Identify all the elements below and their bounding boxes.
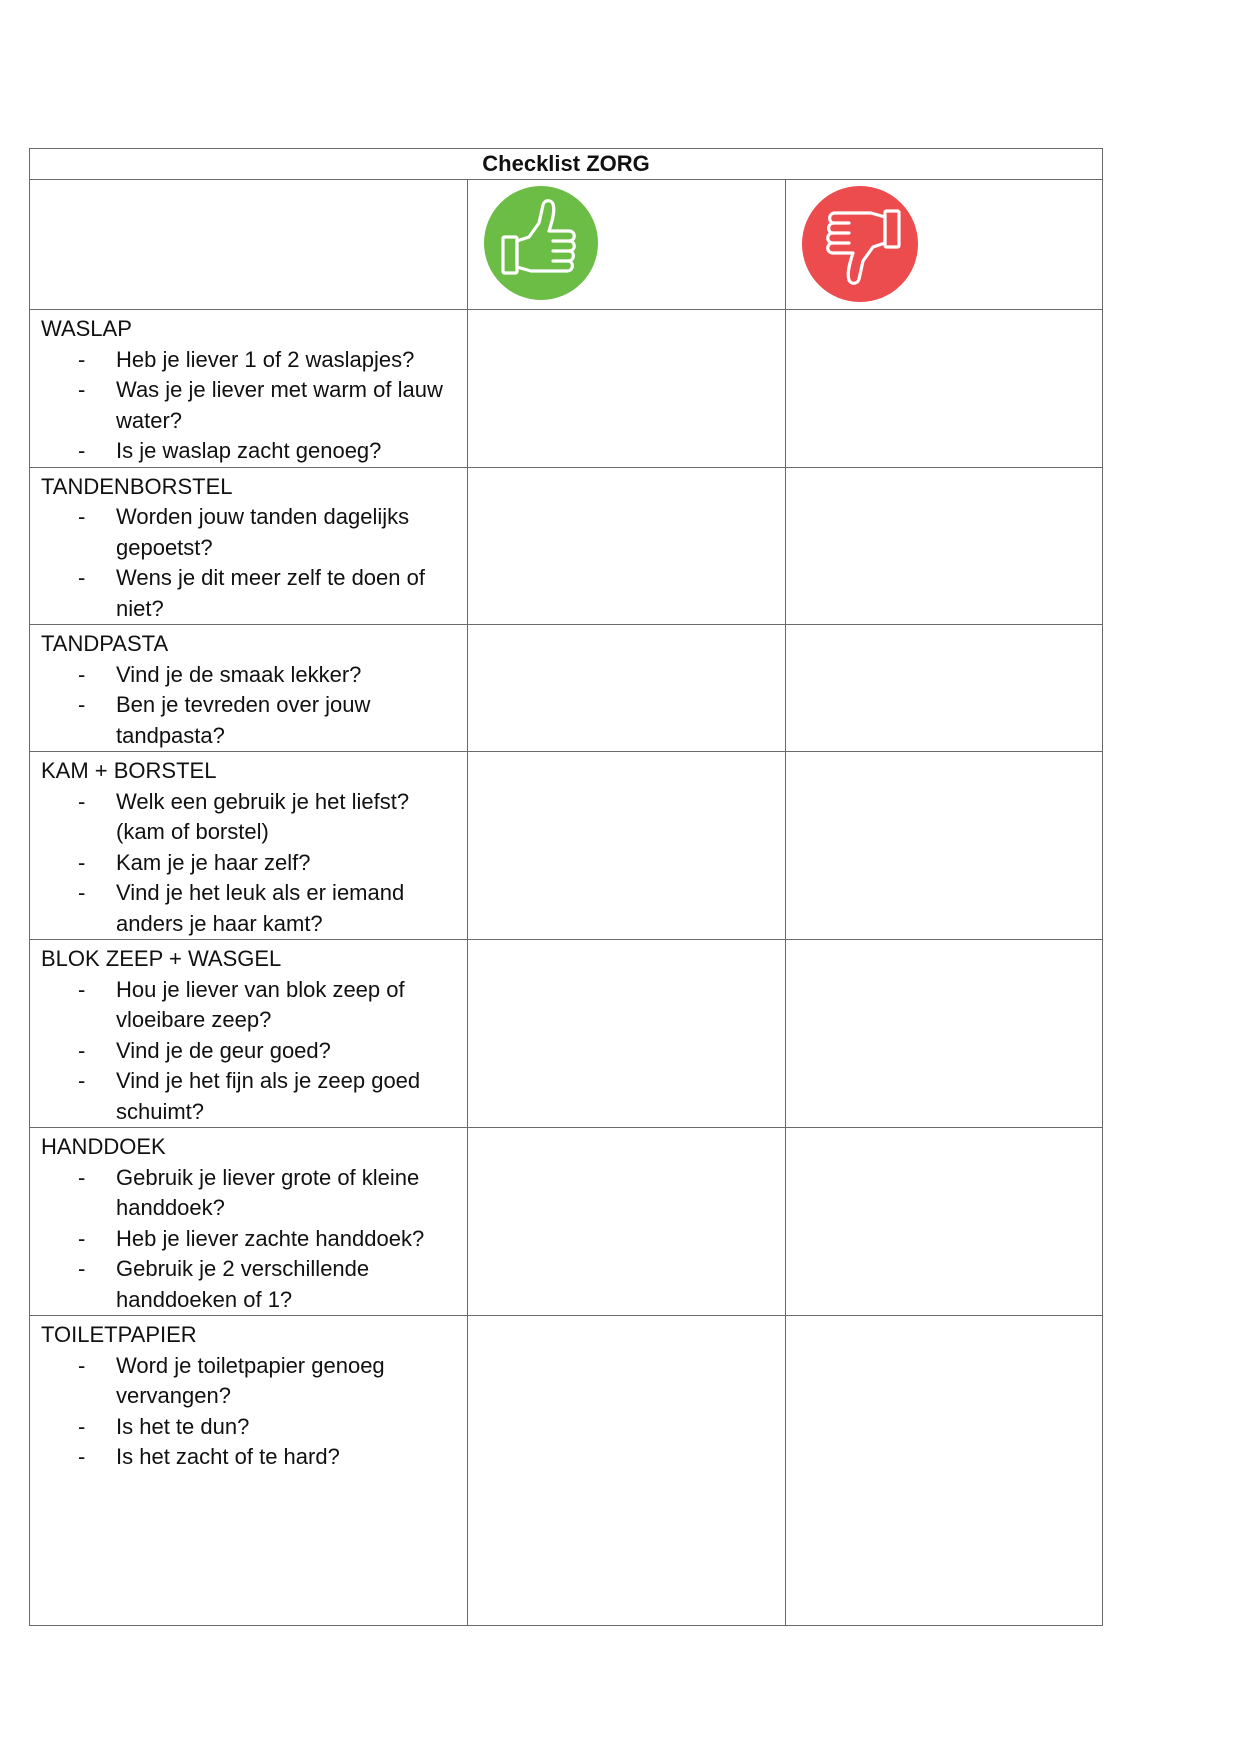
dash-bullet: - (78, 1256, 86, 1281)
category-name: TANDPASTA (41, 631, 169, 656)
question-list (41, 787, 459, 940)
category-name: TANDENBORSTEL (41, 473, 233, 499)
question-text: Vind je de geur goed? (116, 1037, 331, 1063)
negative-answer-cell[interactable] (786, 940, 1103, 1128)
question-list (41, 345, 459, 467)
category-row (30, 625, 1103, 752)
category-cell (30, 310, 468, 468)
question-text: Heb je liever 1 of 2 waslapjes? (116, 346, 415, 372)
thumbs-up-circle (484, 186, 598, 300)
category-name: WASLAP (41, 316, 132, 341)
question-item (41, 787, 459, 848)
question-item (41, 848, 459, 879)
thumbs-down-icon (801, 185, 919, 303)
question-item (41, 1412, 459, 1443)
question-item (41, 345, 459, 376)
negative-answer-cell[interactable] (786, 625, 1103, 752)
icon-header-row (30, 180, 1103, 310)
dash-bullet: - (78, 692, 86, 717)
question-item (41, 375, 459, 436)
dash-bullet: - (78, 976, 86, 1002)
empty-header-cell (30, 180, 468, 310)
category-row (30, 310, 1103, 468)
question-item (41, 563, 459, 624)
category-row (30, 467, 1103, 625)
category-cell (30, 625, 468, 752)
question-text: Vind je het fijn als je zeep goed schuimt? (116, 1068, 421, 1124)
question-item (41, 975, 459, 1036)
question-item (41, 878, 459, 939)
question-item (41, 436, 459, 467)
question-text: Was je je liever met warm of lauw water? (116, 377, 443, 433)
question-text: Vind je de smaak lekker? (116, 661, 362, 687)
category-cell (30, 1128, 468, 1316)
category-cell (30, 1316, 468, 1626)
positive-answer-cell[interactable] (468, 752, 786, 940)
negative-answer-cell[interactable] (786, 752, 1103, 940)
category-cell (30, 752, 468, 940)
question-item (41, 1351, 459, 1412)
dash-bullet: - (78, 849, 86, 875)
question-list (41, 1351, 459, 1473)
positive-answer-cell[interactable] (468, 310, 786, 468)
category-name: TOILETPAPIER (41, 1322, 197, 1347)
title-row (30, 149, 1103, 180)
question-text: Is het te dun? (116, 1413, 250, 1439)
question-text: Vind je het leuk als er iemand anders je haar kamt? (116, 880, 405, 936)
positive-answer-cell[interactable] (468, 625, 786, 752)
question-item (41, 1036, 459, 1067)
question-item (41, 1224, 459, 1255)
dash-bullet: - (78, 1164, 86, 1190)
question-text: Hou je liever van blok zeep of vloeibare zeep? (116, 976, 405, 1032)
dash-bullet: - (78, 377, 86, 402)
question-text: Worden jouw tanden dagelijks gepoetst? (116, 504, 410, 560)
question-text: Welk een gebruik je het liefst? (kam of borstel) (116, 788, 410, 844)
negative-answer-cell[interactable] (786, 1316, 1103, 1626)
question-text: Word je toiletpapier genoeg vervangen? (116, 1352, 385, 1408)
dash-bullet: - (78, 504, 86, 529)
question-item (41, 1254, 459, 1315)
question-item (41, 1442, 459, 1473)
question-list (41, 1163, 459, 1316)
question-item (41, 690, 459, 751)
question-text: Wens je dit meer zelf te doen of niet? (116, 565, 425, 621)
positive-answer-cell[interactable] (468, 1128, 786, 1316)
category-row (30, 752, 1103, 940)
question-list (41, 975, 459, 1128)
question-text: Gebruik je liever grote of kleine handdoek? (116, 1164, 420, 1220)
question-text: Kam je je haar zelf? (116, 849, 311, 875)
dash-bullet: - (78, 346, 86, 372)
dash-bullet: - (78, 1225, 86, 1251)
positive-answer-cell[interactable] (468, 467, 786, 625)
category-name: KAM + BORSTEL (41, 758, 217, 783)
positive-header-cell (468, 180, 786, 310)
negative-header-cell (786, 180, 1103, 310)
question-text: Is je waslap zacht genoeg? (116, 438, 382, 463)
category-row (30, 940, 1103, 1128)
question-item (41, 502, 459, 563)
category-name: BLOK ZEEP + WASGEL (41, 946, 282, 971)
dash-bullet: - (78, 1037, 86, 1063)
question-item (41, 660, 459, 691)
thumbs-up-icon (483, 185, 599, 301)
positive-answer-cell[interactable] (468, 1316, 786, 1626)
category-row (30, 1128, 1103, 1316)
category-cell (30, 940, 468, 1128)
checklist-table (29, 148, 1103, 1626)
category-name: HANDDOEK (41, 1134, 166, 1159)
dash-bullet: - (78, 1352, 86, 1378)
question-text: Is het zacht of te hard? (116, 1444, 340, 1469)
negative-answer-cell[interactable] (786, 1128, 1103, 1316)
checklist-title: Checklist ZORG (30, 149, 1103, 180)
category-cell (30, 467, 468, 625)
dash-bullet: - (78, 1068, 86, 1093)
question-item (41, 1163, 459, 1224)
dash-bullet: - (78, 788, 86, 814)
dash-bullet: - (78, 438, 86, 463)
dash-bullet: - (78, 661, 86, 687)
negative-answer-cell[interactable] (786, 467, 1103, 625)
dash-bullet: - (78, 880, 86, 905)
question-text: Gebruik je 2 verschillende handdoeken of 1? (116, 1256, 370, 1312)
category-row (30, 1316, 1103, 1626)
dash-bullet: - (78, 1444, 86, 1469)
dash-bullet: - (78, 565, 86, 590)
question-list (41, 502, 459, 624)
dash-bullet: - (78, 1413, 86, 1439)
question-list (41, 660, 459, 752)
question-text: Heb je liever zachte handdoek? (116, 1225, 425, 1251)
negative-answer-cell[interactable] (786, 310, 1103, 468)
positive-answer-cell[interactable] (468, 940, 786, 1128)
question-text: Ben je tevreden over jouw tandpasta? (116, 692, 371, 748)
question-item (41, 1066, 459, 1127)
